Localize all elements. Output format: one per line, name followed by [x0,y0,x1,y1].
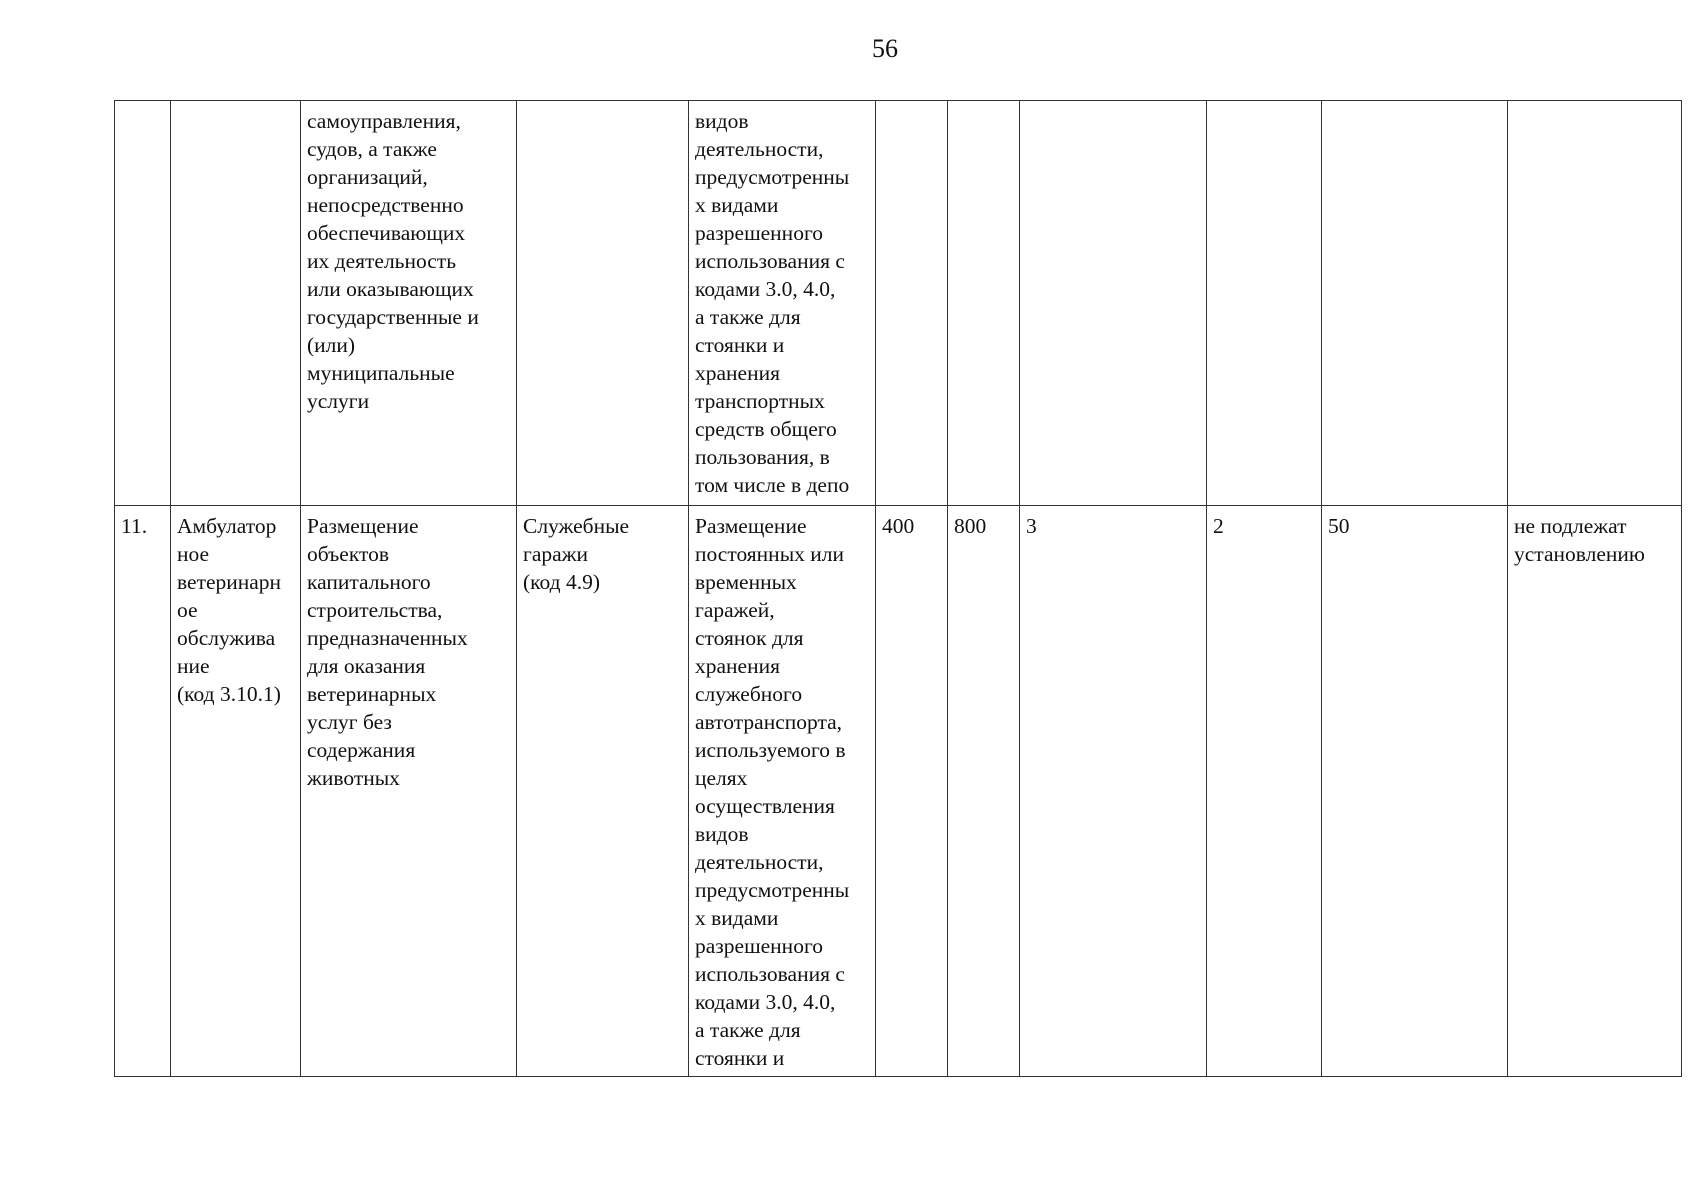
cell-auxiliary-use [517,101,689,506]
cell-number [115,101,171,506]
page-number: 56 [872,34,898,63]
cell-min-setback: 3 [1020,506,1207,1077]
land-use-table [114,100,1682,1077]
cell-main-use-description: Размещение объектов капитального строительства, предназначенных для оказания ветеринарных услуг без содержания животных [301,506,517,1077]
cell-max-floors: 2 [1207,506,1322,1077]
cell-max-area [948,101,1020,506]
cell-max-coverage [1322,101,1508,506]
cell-other-limits: не подлежат установлению [1508,506,1682,1077]
cell-max-floors [1207,101,1322,506]
cell-min-area [876,101,948,506]
cell-auxiliary-use-description: Размещение постоянных или временных гаражей, стоянок для хранения служебного автотранспорта, используемого в целях осуществления видов деятельности, предусмотренны х видами разрешенного использования с кодами 3.0, 4.0, а также для стоянки и [689,506,876,1077]
cell-main-use-description: самоуправления, судов, а также организаций, непосредственно обеспечивающих их деятельность или оказывающих государственные и (или) муниципальные услуги [301,101,517,506]
cell-number: 11. [115,506,171,1077]
cell-main-use: Амбулатор ное ветеринарн ое обслужива ние (код 3.10.1) [171,506,301,1077]
cell-min-setback [1020,101,1207,506]
cell-max-area: 800 [948,506,1020,1077]
cell-min-area: 400 [876,506,948,1077]
cell-other-limits [1508,101,1682,506]
cell-main-use [171,101,301,506]
table-row-11 [115,506,1682,1077]
cell-auxiliary-use-description: видов деятельности, предусмотренны х видами разрешенного использования с кодами 3.0, 4.0, а также для стоянки и хранения транспортных средств общего пользования, в том числе в депо [689,101,876,506]
cell-max-coverage: 50 [1322,506,1508,1077]
cell-auxiliary-use: Служебные гаражи (код 4.9) [517,506,689,1077]
table-row-continuation [115,101,1682,506]
